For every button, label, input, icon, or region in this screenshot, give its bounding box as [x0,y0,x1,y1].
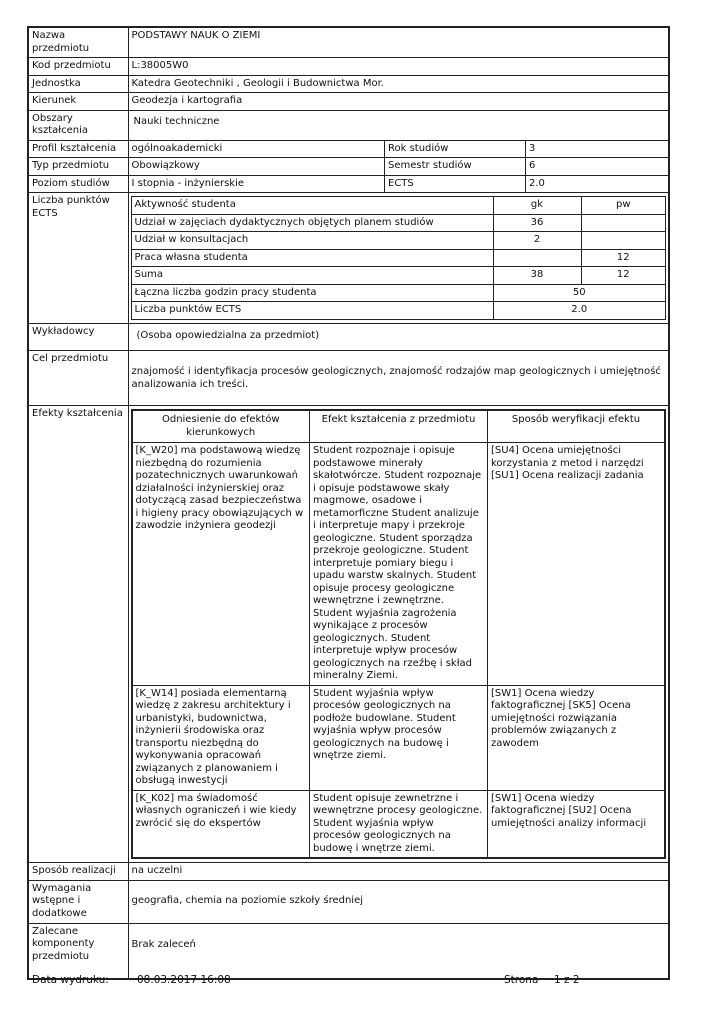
page-label: Strona [504,974,539,986]
label-type: Typ przedmiotu [28,158,128,176]
outcomes-row [132,685,666,790]
label-level: Poziom studiów [28,175,128,193]
label-areas: Obszary kształcenia [28,110,128,140]
row-type [28,158,669,176]
value-prerequisites: geografia, chemia na poziomie szkoły średniej [128,880,669,923]
row-outcomes [28,406,669,863]
label-delivery: Sposób realizacji [28,863,128,881]
label-prerequisites: Wymagania wstępne i dodatkowe [28,880,128,923]
label-ects-points: Liczba punktów ECTS [28,193,128,324]
ects-header-row [131,197,666,215]
row-lecturers [28,323,669,351]
ects-breakdown-table [131,196,667,320]
label-field: Kierunek [28,93,128,111]
page-number: 1 z 2 [554,974,580,986]
value-semester: 6 [526,158,669,175]
outcome-ref: [K_W14] posiada elementarną wiedzę z zakresu architektury i urbanistyki, budownictwa, inżynierii środowiska oraz transportu niezbędną do wykonywania opracowań związanych z planowaniem i obsługą inwestycji [132,685,310,790]
ects-total-hours-label: Łączna liczba godzin pracy studenta [131,284,493,302]
label-semester: Semestr studiów [385,158,526,175]
ects-row-sum: Suma 38 12 [131,267,666,285]
value-goal: znajomość i identyfikacja procesów geologicznych, znajomość rodzajów map geologicznych i umiejętność analizowania ich treści. [128,351,669,406]
row-areas [28,110,669,140]
value-field: Geodezja i kartografia [128,93,669,111]
ects-row: Praca własna studenta 12 [131,249,666,267]
value-recommended: Brak zaleceń [128,923,669,979]
outcome-verification: [SU4] Ocena umiejętności korzystania z metod i narzędzi [SU1] Ocena realizacji zadania [488,443,666,686]
outcome-ref: [K_W20] ma podstawową wiedzę niezbędną do rozumienia pozatechnicznych uwarunkowań działalności inżynierskiej oraz dotyczącą zasad bezpieczeństwa i higieny pracy obowiązujących w zawodzie inżyniera geodezji [132,443,310,686]
row-goal [28,351,669,406]
ects-header-pw: pw [581,197,666,215]
row-delivery [28,863,669,881]
row-unit [28,75,669,93]
label-recommended: Zalecane komponenty przedmiotu [28,923,128,979]
label-profile: Profil kształcenia [28,140,128,158]
syllabus-sheet [27,26,670,980]
label-lecturers: Wykładowcy [28,323,128,351]
outcomes-row [132,790,666,858]
value-ects: 2.0 [526,176,669,193]
row-level [28,175,669,193]
outcomes-header-row [132,410,666,443]
label-subject-code: Kod przedmiotu [28,58,128,76]
label-subject-name: Nazwa przedmiotu [28,27,128,58]
ects-total-hours-value: 50 [493,284,666,302]
outcome-ref: [K_K02] ma świadomość własnych ograniczeń i wie kiedy zwrócić się do ekspertów [132,790,310,858]
value-profile: ogólnoakademicki [129,141,385,158]
ects-header-gk: gk [493,197,581,215]
row-subject-code [28,58,669,76]
label-outcomes: Efekty kształcenia [28,406,128,863]
row-recommended [28,923,669,979]
value-unit: Katedra Geotechniki , Geologii i Budownictwa Mor. [128,75,669,93]
outcome-verification: [SW1] Ocena wiedzy faktograficznej [SK5] Ocena umiejętności rozwiązania problemów związanych z zawodem [488,685,666,790]
value-delivery: na uczelni [128,863,669,881]
ects-header-activity: Aktywność studenta [131,197,493,215]
label-ects: ECTS [385,176,526,193]
ects-row: Udział w zajęciach dydaktycznych objętych planem studiów 36 [131,214,666,232]
row-ects-points [28,193,669,324]
value-level: I stopnia - inżynierskie [129,176,385,193]
value-lecturers: (Osoba opowiedzialna za przedmiot) [128,323,669,351]
print-date-label: Data wydruku: [32,974,109,986]
row-profile [28,140,669,158]
outcome-verification: [SW1] Ocena wiedzy faktograficznej [SU2] Ocena umiejętności analizy informacji [488,790,666,858]
syllabus-table [27,26,670,980]
outcomes-row [132,443,666,686]
value-type: Obowiązkowy [129,158,385,175]
value-subject-name: PODSTAWY NAUK O ZIEMI [128,27,669,58]
label-year: Rok studiów [385,141,526,158]
value-areas: Nauki techniczne [128,110,669,140]
row-field [28,93,669,111]
outcome-effect: Student wyjaśnia wpływ procesów geologicznych na podłoże budowlane. Student wyjaśnia wpływ procesów geologicznych na budowę i wnętrze ziemi. [310,685,488,790]
outcomes-table [131,409,667,859]
label-goal: Cel przedmiotu [28,351,128,406]
ects-total-hours-row [131,284,666,302]
outcome-effect: Student opisuje zewnetrzne i wewnętrzne procesy geologiczne. Student wyjaśnia wpływ procesów geologicznych na budowę i wnętrze ziemi. [310,790,488,858]
value-year: 3 [526,141,669,158]
outcomes-header-effect: Efekt kształcenia z przedmiotu [310,410,488,443]
value-subject-code: L:38005W0 [128,58,669,76]
ects-total-points-value: 2.0 [493,302,666,320]
ects-row: Udział w konsultacjach 2 [131,232,666,250]
outcomes-header-ref: Odniesienie do efektów kierunkowych [132,410,310,443]
ects-total-points-row [131,302,666,320]
outcome-effect: Student rozpoznaje i opisuje podstawowe minerały skałotwórcze. Student rozpoznaje i opisuje podstawowe skały magmowe, osadowe i metamorficzne Student analizuje i interpretuje mapy i przekroje geologiczne. Student sporządza przekroje geologiczne. Student interpretuje pomiary biegu i upadu warstw skalnych. Student opisuje procesy geologiczne wewnętrzne i zewnętrzne. Student wyjaśnia zagrożenia wynikające z procesów geologicznych. Student interpretuje wpływ procesów geologicznych na rzeźbę i skład mineralny Ziemi. [310,443,488,686]
print-date-value: 08.03.2017 16:08 [137,974,231,986]
row-prerequisites [28,880,669,923]
ects-total-points-label: Liczba punktów ECTS [131,302,493,320]
outcomes-header-verification: Sposób weryfikacji efektu [488,410,666,443]
row-subject-name [28,27,669,58]
label-unit: Jednostka [28,75,128,93]
